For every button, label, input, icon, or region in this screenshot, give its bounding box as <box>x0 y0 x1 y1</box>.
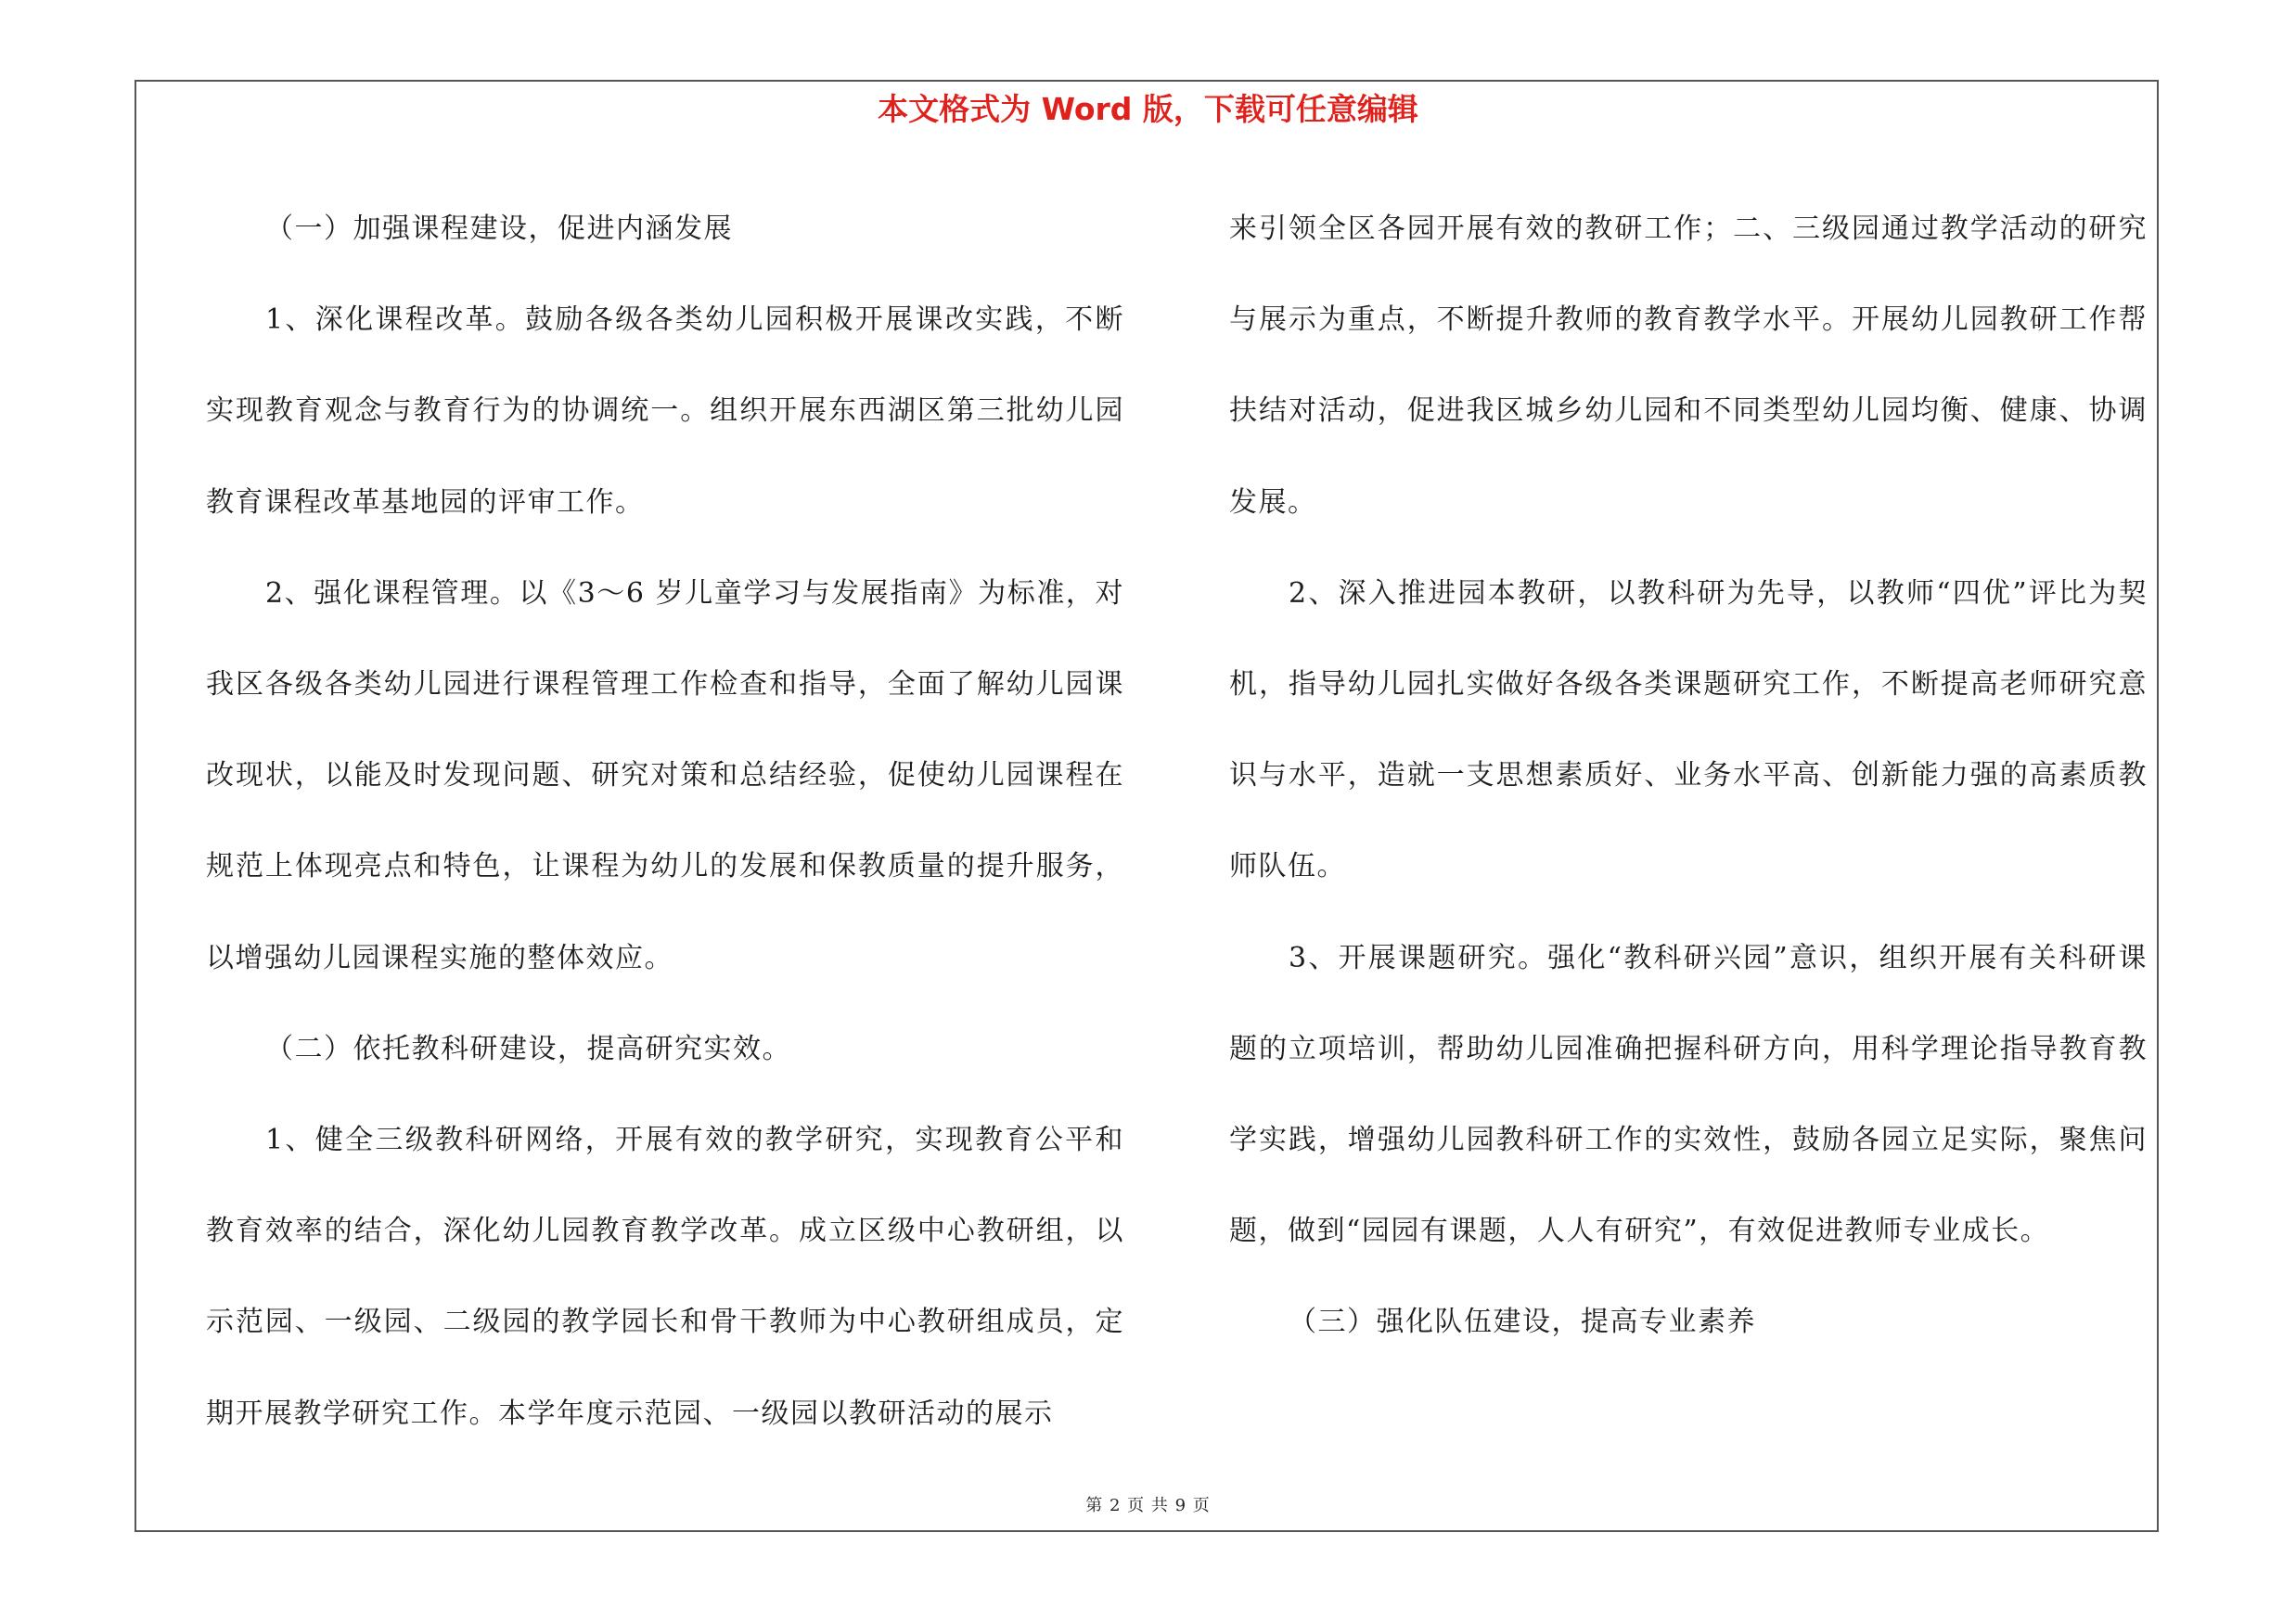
paragraph: 3、开展课题研究。强化“教科研兴园”意识，组织开展有关科研课题的立项培训，帮助幼儿园准确把握科研方向，用科学理论指导教育教学实践，增强幼儿园教科研工作的实效性，鼓励各园立足实际，聚焦问题，做到“园园有课题，人人有研究”，有效促进教师专业成长。 <box>1229 941 2148 1248</box>
paragraph: 1、健全三级教科研网络，开展有效的教学研究，实现教育公平和教育效率的结合，深化幼儿园教育教学改革。成立区级中心教研组，以示范园、一级园、二级园的教学园长和骨干教师为中心教研组成员，定期开展教学研究工作。本学年度示范园、一级园以教研活动的展示 <box>206 1124 1124 1430</box>
section-heading-2: （二）依托教科研建设，提高研究实效。 <box>265 1032 791 1065</box>
section-heading-1: （一）加强课程建设，促进内涵发展 <box>265 213 733 245</box>
paragraph: 2、深入推进园本教研，以教科研为先导，以教师“四优”评比为契机，指导幼儿园扎实做好各级各类课题研究工作，不断提高老师研究意识与水平，造就一支思想素质好、业务水平高、创新能力强的高素质教师队伍。 <box>1229 576 2148 883</box>
left-text-column <box>206 184 1124 1460</box>
paragraph: 1、深化课程改革。鼓励各级各类幼儿园积极开展课改实践，不断实现教育观念与教育行为的协调统一。组织开展东西湖区第三批幼儿园教育课程改革基地园的评审工作。 <box>206 303 1124 519</box>
section-heading-3: （三）强化队伍建设，提高专业素养 <box>1289 1306 1756 1339</box>
paragraph: 2、强化课程管理。以《3～6 岁儿童学习与发展指南》为标准，对我区各级各类幼儿园进行课程管理工作检查和指导，全面了解幼儿园课改现状，以能及时发现问题、研究对策和总结经验，促使幼儿园课程在规范上体现亮点和特色，让课程为幼儿的发展和保教质量的提升服务，以增强幼儿园课程实施的整体效应。 <box>206 576 1124 974</box>
paragraph-continuation: 来引领全区各园开展有效的教研工作；二、三级园通过教学活动的研究与展示为重点，不断提升教师的教育教学水平。开展幼儿园教研工作帮扶结对活动，促进我区城乡幼儿园和不同类型幼儿园均衡、健康、协调发展。 <box>1229 213 2148 519</box>
format-banner: 本文格式为 Word 版，下载可任意编辑 <box>878 91 1418 127</box>
right-text-column <box>1229 184 2148 1369</box>
page-number: 第 2 页 共 9 页 <box>1085 1496 1211 1515</box>
